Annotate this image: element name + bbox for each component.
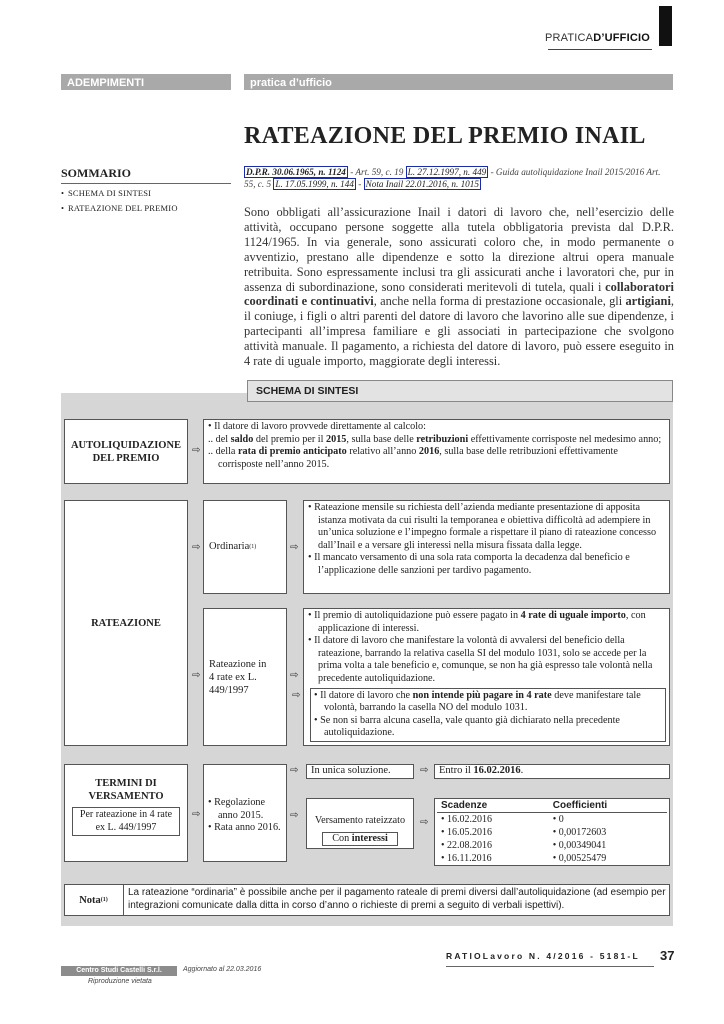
regolazione-box [203,764,287,862]
table-row: • 16.02.2016 • 0 [441,814,564,825]
rate4-detail: • Il premio di autoliquidazione può essere pagato in 4 rate di uguale importo, con applicazione di interessi. • Il datore di lavoro che manifestare la volontà di avvalersi del beneficio della rateazione, barrando la relativa casella SI del modulo 1031, solo se accede per la prima volta a tale beneficio e, comunque, se non ha già espresso tale volontà nella precedente autoliquidazione. • Il datore di lavoro che non intende più pagare in 4 rate deve manifestare tale volontà, barrando la casella NO del modulo 1031. • Se non si barra alcuna casella, vale quanto già dichiarato nella precedente autoliquidazione. [303,608,670,746]
page-title: RATEAZIONE DEL PREMIO INAIL [244,123,646,149]
section-bar-adempimenti: ADEMPIMENTI [61,74,231,90]
header-brand-bold: D’UFFICIO [593,32,650,44]
rate4-label: Rateazione in 4 rate ex L. 449/1997 [209,658,267,696]
nota-label-cell [64,884,124,916]
arrow-right-icon: ⇨ [290,670,299,681]
scadenze-table [437,799,667,865]
header-tab-mark [659,6,672,46]
ordinaria-box [203,500,287,594]
ordinaria-detail [303,500,670,594]
th-scadenze: Scadenze [437,799,549,813]
termini-box [64,764,188,862]
arrow-right-icon: ⇨ [420,817,429,828]
sommario-rule [61,183,231,184]
footer-updated: Aggiornato al 22.03.2016 [183,966,262,973]
rateizzato-label: Versamento rateizzato [314,815,406,826]
ref-link-nota[interactable]: Nota Inail 22.01.2016, n. 1015 [365,179,479,189]
table-row: • 16.11.2016 • 0,00525479 [441,853,607,864]
termini-label: TERMINI DI VERSAMENTO [88,778,164,802]
table-row: • 16.05.2016 • 0,00172603 [441,827,607,838]
footer-repro: Riproduzione vietata [88,978,152,985]
ref-text: - Art. 59, c. 19 [347,167,406,177]
table-row: • 22.08.2016 • 0,00349041 [441,840,607,851]
regolazione-item: • Rata anno 2016. [208,822,281,834]
ref-link-l144[interactable]: L. 17.05.1999, n. 144 [275,179,354,189]
scadenze-table-box [434,798,670,866]
rateizzato-box [306,798,414,849]
section-bar-pratica: pratica d’ufficio [244,74,673,90]
unica-soluzione: In unica soluzione. [306,764,414,779]
rate4-bullet: • Se non si barra alcuna casella, vale quanto già dichiarato nella precedente autoliquidazione. [314,714,620,739]
intro-text: , anche nella forma di prestazione occasionale, gli [373,294,626,309]
ordinaria-label: Ordinaria [209,540,250,552]
ref-link-dpr[interactable]: D.P.R. 30.06.1965, n. 1124 [246,167,346,177]
footer-journal: RATIOLavoro N. 4/2016 - 5181-L [446,951,640,961]
interessi-box: Con interessi [322,832,398,847]
running-header [545,32,650,44]
sommario-item-label: RATEAZIONE DEL PREMIO [68,203,178,213]
header-rule [548,49,652,50]
sommario-title: SOMMARIO [61,166,131,180]
arrow-right-icon: ⇨ [192,670,201,681]
intro-paragraph [244,205,674,369]
arrow-right-icon: ⇨ [290,810,299,821]
sommario-item[interactable]: • SCHEMA DI SINTESI [61,188,152,198]
arrow-right-icon: ⇨ [192,445,201,456]
intro-bold: artigiani [625,294,671,309]
nota-sup: (1) [100,897,108,903]
rateazione-label: RATEAZIONE [64,500,188,746]
arrow-right-icon: ⇨ [290,542,299,553]
entro-box: Entro il 16.02.2016. [434,764,670,779]
ordinaria-bullet: • Rateazione mensile su richiesta dell’azienda mediante presentazione di apposita istanza motivata da cui risulti la temporanea e obiettiva difficoltà ad adempiere in un’unica soluzione e l’impegno formale a rispettare il piano di rateazione concesso dall’Inail e a versare gli interessi nella misura fissata dalla legge. [308,502,657,551]
footer-rule [446,966,654,967]
arrow-right-icon: ⇨ [192,542,201,553]
th-coefficienti: Coefficienti [549,799,667,813]
header-brand-thin: PRATICA [544,32,594,44]
auto-intro: • Il datore di lavoro provvede direttamente al calcolo: [208,421,426,432]
regolazione-item: • Regolazione anno 2015. [208,797,266,821]
ordinaria-bullet: • Il mancato versamento di una sola rata comporta la decadenza dal beneficio e l’applicazione delle sanzioni per tardivo pagamento. [308,552,630,576]
nota-label: Nota [79,894,101,906]
arrow-right-icon: ⇨ [292,690,301,701]
ref-text: - Guida autoliquidazione Inail 2015/2016 Art. 55, c. 5 [244,167,661,189]
intro-text: , il coniuge, i figli o altri parenti del datore di lavoro che lavorino alle sue dipendenze, i partecipanti all’impresa familiare e gli associati in partecipazione che svolgono attività manuale. Il pagamento, a richiesta del datore di lavoro, può essere eseguito in 4 rate di uguale importo, maggiorate degli interessi. [244,294,674,369]
autoliquidazione-label: AUTOLIQUIDAZIONE DEL PREMIO [64,419,188,484]
arrow-right-icon: ⇨ [420,765,429,776]
rate4-box [203,608,287,746]
rate4-bullet: • Il datore di lavoro che manifestare la volontà di avvalersi del beneficio della rateazione, barrando la relativa casella SI del modulo 1031, solo se accede per la prima volta a tale beneficio e, comunque, se non ha già espresso tale volontà nella precedente autoliquidazione. [308,635,653,684]
ordinaria-footnote-ref: (1) [249,543,257,550]
ref-text: - [355,179,364,189]
arrow-right-icon: ⇨ [192,809,201,820]
autoliquidazione-detail: • Il datore di lavoro provvede direttamente al calcolo: .. del saldo del premio per il 2015, sulla base delle retribuzioni effettivamente corrisposte nel medesimo anno; .. della rata di premio anticipato relativo all’anno 2016, sulla base delle retribuzioni effettivamente corrisposte nell’anno 2015. [203,419,670,484]
sommario-item-label: SCHEMA DI SINTESI [68,188,152,198]
sommario-item[interactable]: • RATEAZIONE DEL PREMIO [61,203,178,213]
page-number: 37 [660,948,675,963]
nota-text: La rateazione “ordinaria” è possibile anche per il pagamento rateale di premi diversi dall’autoliquidazione (ad esempio per integrazioni comunicate dalla ditta in corso d’anno o richieste di premi a seguito di verbali ispettivi). [128,887,666,911]
rate4-no-box: • Il datore di lavoro che non intende più pagare in 4 rate deve manifestare tale volontà, barrando la casella NO del modulo 1031. • Se non si barra alcuna casella, vale quanto già dichiarato nella precedente autoliquidazione. [310,688,666,742]
arrow-right-icon: ⇨ [290,765,299,776]
termini-sub: Per rateazione in 4 rate ex L. 449/1997 [72,807,180,836]
ref-link-l449[interactable]: L. 27.12.1997, n. 449 [407,167,487,177]
footer-company: Centro Studi Castelli S.r.l. [61,966,177,976]
intro-text: Sono obbligati all’assicurazione Inail i datori di lavoro che, nell’esercizio delle attività, occupano persone soggette alla tutela obbligatoria prevista dal D.P.R. 1124/1965. In via generale, sono assicurati coloro che, in modo permanente o avventizio, prestano alle dipendenze e sotto la direzione altrui opera manuale retribuita. Sono espressamente inclusi tra gli assicurati anche i lavoratori che, pur in assenza di subordinazione, sono considerati meritevoli di tutela, quali i [244,205,674,294]
intro-bold: collaboratori coordinati e continuativi [244,279,674,309]
legal-references [244,166,674,190]
schema-heading: SCHEMA DI SINTESI [247,380,673,402]
